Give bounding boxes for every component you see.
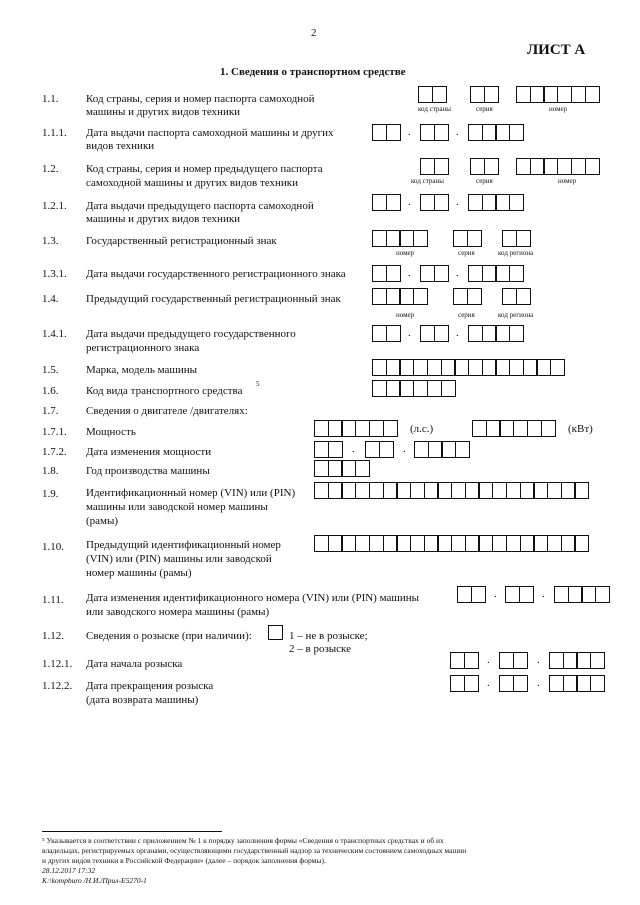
date-month-boxes[interactable] <box>499 675 526 692</box>
char-cell[interactable] <box>550 359 565 376</box>
char-cell[interactable] <box>413 230 428 247</box>
char-cell[interactable] <box>434 194 449 211</box>
date-separator: . <box>352 443 355 455</box>
date-separator: . <box>408 327 411 339</box>
country-code-boxes[interactable] <box>420 158 447 175</box>
search-option-1: 1 – не в розыске; <box>289 630 368 642</box>
number-boxes[interactable] <box>516 86 598 103</box>
char-cell[interactable] <box>386 325 401 342</box>
date-day-boxes[interactable] <box>372 124 399 141</box>
print-timestamp: 28.12.2017 17:32 <box>42 866 96 875</box>
label-series: серия <box>458 311 475 319</box>
date-day-boxes[interactable] <box>450 652 477 669</box>
item-num: 1.5. <box>42 364 59 376</box>
char-cell[interactable] <box>519 586 534 603</box>
date-day-boxes[interactable] <box>457 586 484 603</box>
item-text: регистрационного знака <box>86 342 200 354</box>
item-text: Сведения о розыске (при наличии): <box>86 630 252 642</box>
search-option-2: 2 – в розыске <box>289 643 352 655</box>
date-separator: . <box>408 267 411 279</box>
char-cell[interactable] <box>471 586 486 603</box>
char-cell[interactable] <box>464 652 479 669</box>
power-kw-boxes[interactable] <box>472 420 554 437</box>
char-cell[interactable] <box>541 420 556 437</box>
label-series: серия <box>458 249 475 257</box>
char-cell[interactable] <box>585 158 600 175</box>
label-country-code: код страны <box>418 105 451 113</box>
date-year-boxes[interactable] <box>554 586 609 603</box>
date-year-boxes[interactable] <box>414 441 469 458</box>
file-path-stamp: K:\kompburo /Н.И./Прил-E5270-1 <box>42 876 147 885</box>
item-text: Предыдущий идентификационный номер <box>86 539 281 551</box>
item-text: Марка, модель машины <box>86 364 198 376</box>
region-code-boxes[interactable] <box>502 230 529 247</box>
char-cell[interactable] <box>413 288 428 305</box>
label-number: номер <box>396 311 415 319</box>
label-hp: (л.с.) <box>410 423 434 435</box>
footnote-divider <box>42 831 222 832</box>
item-num: 1.7.1. <box>42 426 67 438</box>
item-text: (рамы) <box>86 515 119 527</box>
country-code-boxes[interactable] <box>418 86 445 103</box>
year-boxes[interactable] <box>314 460 369 477</box>
date-separator: . <box>487 654 490 666</box>
date-separator: . <box>487 677 490 689</box>
char-cell[interactable] <box>455 441 470 458</box>
item-text: Дата выдачи предыдущего паспорта самоходной <box>86 200 314 212</box>
char-cell[interactable] <box>434 325 449 342</box>
date-month-boxes[interactable] <box>420 325 447 342</box>
item-num: 1.3. <box>42 235 59 247</box>
prev-vin-boxes[interactable] <box>314 535 588 552</box>
item-num: 1.12.2. <box>42 680 73 692</box>
date-year-boxes[interactable] <box>468 124 523 141</box>
search-status-box[interactable] <box>268 625 283 640</box>
date-year-boxes[interactable] <box>549 675 604 692</box>
item-text: машины или заводской номер машины <box>86 501 268 513</box>
item-text: машины и других видов техники <box>86 213 241 225</box>
date-month-boxes[interactable] <box>420 265 447 282</box>
label-region-code: код региона <box>498 249 534 257</box>
label-number: номер <box>396 249 415 257</box>
date-separator: . <box>403 443 406 455</box>
power-hp-boxes[interactable] <box>314 420 396 437</box>
item-num: 1.1.1. <box>42 127 67 139</box>
date-separator: . <box>456 267 459 279</box>
char-cell[interactable] <box>386 124 401 141</box>
item-text: видов техники <box>86 140 155 152</box>
item-text: Идентификационный номер (VIN) или (PIN) <box>86 487 296 499</box>
item-text: машины и других видов техники <box>86 106 241 118</box>
date-day-boxes[interactable] <box>372 265 399 282</box>
item-text: Дата выдачи предыдущего государственного <box>86 328 296 340</box>
char-cell[interactable] <box>590 675 605 692</box>
char-cell[interactable] <box>513 652 528 669</box>
char-cell[interactable] <box>484 86 499 103</box>
series-boxes[interactable] <box>470 86 497 103</box>
char-cell[interactable] <box>484 158 499 175</box>
footnote-line: ⁵ Указывается в соответствии с приложением № 1 к порядку заполнения формы «Сведения о транспортных средствах и об их <box>42 836 444 845</box>
item-text: Дата выдачи государственного регистрационного знака <box>86 268 346 280</box>
item-num: 1.4. <box>42 293 59 305</box>
label-series: серия <box>476 177 493 185</box>
label-number: номер <box>549 105 568 113</box>
item-num: 1.11. <box>42 594 64 606</box>
char-cell[interactable] <box>509 194 524 211</box>
date-month-boxes[interactable] <box>420 194 447 211</box>
item-text: (дата возврата машины) <box>86 694 199 706</box>
reg-number-boxes[interactable] <box>372 230 427 247</box>
char-cell[interactable] <box>516 288 531 305</box>
footnote-line: и других видов техники в Российской Федерации» (далее – порядок заполнения формы). <box>42 856 326 865</box>
date-separator: . <box>456 196 459 208</box>
date-separator: . <box>494 588 497 600</box>
date-separator: . <box>456 126 459 138</box>
char-cell[interactable] <box>574 482 589 499</box>
item-num: 1.8. <box>42 465 59 477</box>
item-text: или заводского номера машины (рамы) <box>86 606 270 618</box>
date-day-boxes[interactable] <box>372 194 399 211</box>
char-cell[interactable] <box>595 586 610 603</box>
date-year-boxes[interactable] <box>468 265 523 282</box>
date-year-boxes[interactable] <box>549 652 604 669</box>
date-separator: . <box>537 677 540 689</box>
item-num: 1.2.1. <box>42 200 67 212</box>
series-boxes[interactable] <box>470 158 497 175</box>
page-number: 2 <box>311 27 317 39</box>
item-text: самоходной машины и других видов техники <box>86 177 299 189</box>
date-separator: . <box>537 654 540 666</box>
char-cell[interactable] <box>585 86 600 103</box>
footnote-line: владельцах, регистрируемых органами, осуществляющими государственный надзор за техническим состоянием самоходных машин <box>42 846 467 855</box>
char-cell[interactable] <box>467 230 482 247</box>
label-number: номер <box>558 177 577 185</box>
char-cell[interactable] <box>441 380 456 397</box>
date-month-boxes[interactable] <box>420 124 447 141</box>
date-month-boxes[interactable] <box>505 586 532 603</box>
vehicle-type-code-boxes[interactable] <box>372 380 454 397</box>
reg-series-boxes[interactable] <box>453 230 480 247</box>
char-cell[interactable] <box>467 288 482 305</box>
item-text: Код страны, серия и номер предыдущего паспорта <box>86 163 323 175</box>
item-text: Код вида транспортного средства <box>86 385 243 397</box>
reg-number-boxes[interactable] <box>372 288 427 305</box>
item-text: Предыдущий государственный регистрационный знак <box>86 293 341 305</box>
char-cell[interactable] <box>509 265 524 282</box>
item-text: Дата выдачи паспорта самоходной машины и других <box>86 127 334 139</box>
item-text: Год производства машины <box>86 465 210 477</box>
date-year-boxes[interactable] <box>468 194 523 211</box>
char-cell[interactable] <box>328 441 343 458</box>
char-cell[interactable] <box>386 194 401 211</box>
char-cell[interactable] <box>379 441 394 458</box>
char-cell[interactable] <box>434 124 449 141</box>
item-num: 1.9. <box>42 488 59 500</box>
sheet-title: ЛИСТ А <box>527 42 586 58</box>
char-cell[interactable] <box>355 460 370 477</box>
date-separator: . <box>542 588 545 600</box>
char-cell[interactable] <box>509 325 524 342</box>
date-separator: . <box>408 126 411 138</box>
date-day-boxes[interactable] <box>372 325 399 342</box>
date-day-boxes[interactable] <box>450 675 477 692</box>
char-cell[interactable] <box>386 265 401 282</box>
char-cell[interactable] <box>434 158 449 175</box>
vin-boxes[interactable] <box>314 482 588 499</box>
make-model-boxes[interactable] <box>372 359 564 376</box>
date-separator: . <box>456 327 459 339</box>
label-country-code: код страны <box>411 177 444 185</box>
item-num: 1.12.1. <box>42 658 73 670</box>
item-num: 1.6. <box>42 385 59 397</box>
char-cell[interactable] <box>516 230 531 247</box>
reg-series-boxes[interactable] <box>453 288 480 305</box>
char-cell[interactable] <box>464 675 479 692</box>
item-num: 1.1. <box>42 93 59 105</box>
item-text: Дата начала розыска <box>86 658 183 670</box>
item-num: 1.4.1. <box>42 328 67 340</box>
item-text: Код страны, серия и номер паспорта самоходной <box>86 93 315 105</box>
label-series: серия <box>476 105 493 113</box>
date-separator: . <box>408 196 411 208</box>
date-day-boxes[interactable] <box>314 441 341 458</box>
footnote-ref: 5 <box>256 380 260 388</box>
date-year-boxes[interactable] <box>468 325 523 342</box>
char-cell[interactable] <box>509 124 524 141</box>
char-cell[interactable] <box>383 420 398 437</box>
date-month-boxes[interactable] <box>499 652 526 669</box>
item-num: 1.2. <box>42 163 59 175</box>
item-num: 1.12. <box>42 630 64 642</box>
region-code-boxes[interactable] <box>502 288 529 305</box>
item-num: 1.3.1. <box>42 268 67 280</box>
label-region-code: код региона <box>498 311 534 319</box>
item-text: номер машины (рамы) <box>86 567 192 579</box>
number-boxes[interactable] <box>516 158 598 175</box>
char-cell[interactable] <box>434 265 449 282</box>
item-num: 1.7.2. <box>42 446 67 458</box>
item-text: Мощность <box>86 426 136 438</box>
item-text: Государственный регистрационный знак <box>86 235 277 247</box>
item-num: 1.10. <box>42 541 64 553</box>
char-cell[interactable] <box>590 652 605 669</box>
item-text: Дата изменения мощности <box>86 446 212 458</box>
char-cell[interactable] <box>432 86 447 103</box>
char-cell[interactable] <box>574 535 589 552</box>
item-num: 1.7. <box>42 405 59 417</box>
label-kw: (кВт) <box>568 423 593 435</box>
item-text: Сведения о двигателе /двигателях: <box>86 405 248 417</box>
item-text: Дата прекращения розыска <box>86 680 214 692</box>
item-text: (VIN) или (PIN) машины или заводской <box>86 553 272 565</box>
item-text: Дата изменения идентификационного номера (VIN) или (PIN) машины <box>86 592 419 604</box>
char-cell[interactable] <box>513 675 528 692</box>
section-title: 1. Сведения о транспортном средстве <box>220 66 406 78</box>
date-month-boxes[interactable] <box>365 441 392 458</box>
